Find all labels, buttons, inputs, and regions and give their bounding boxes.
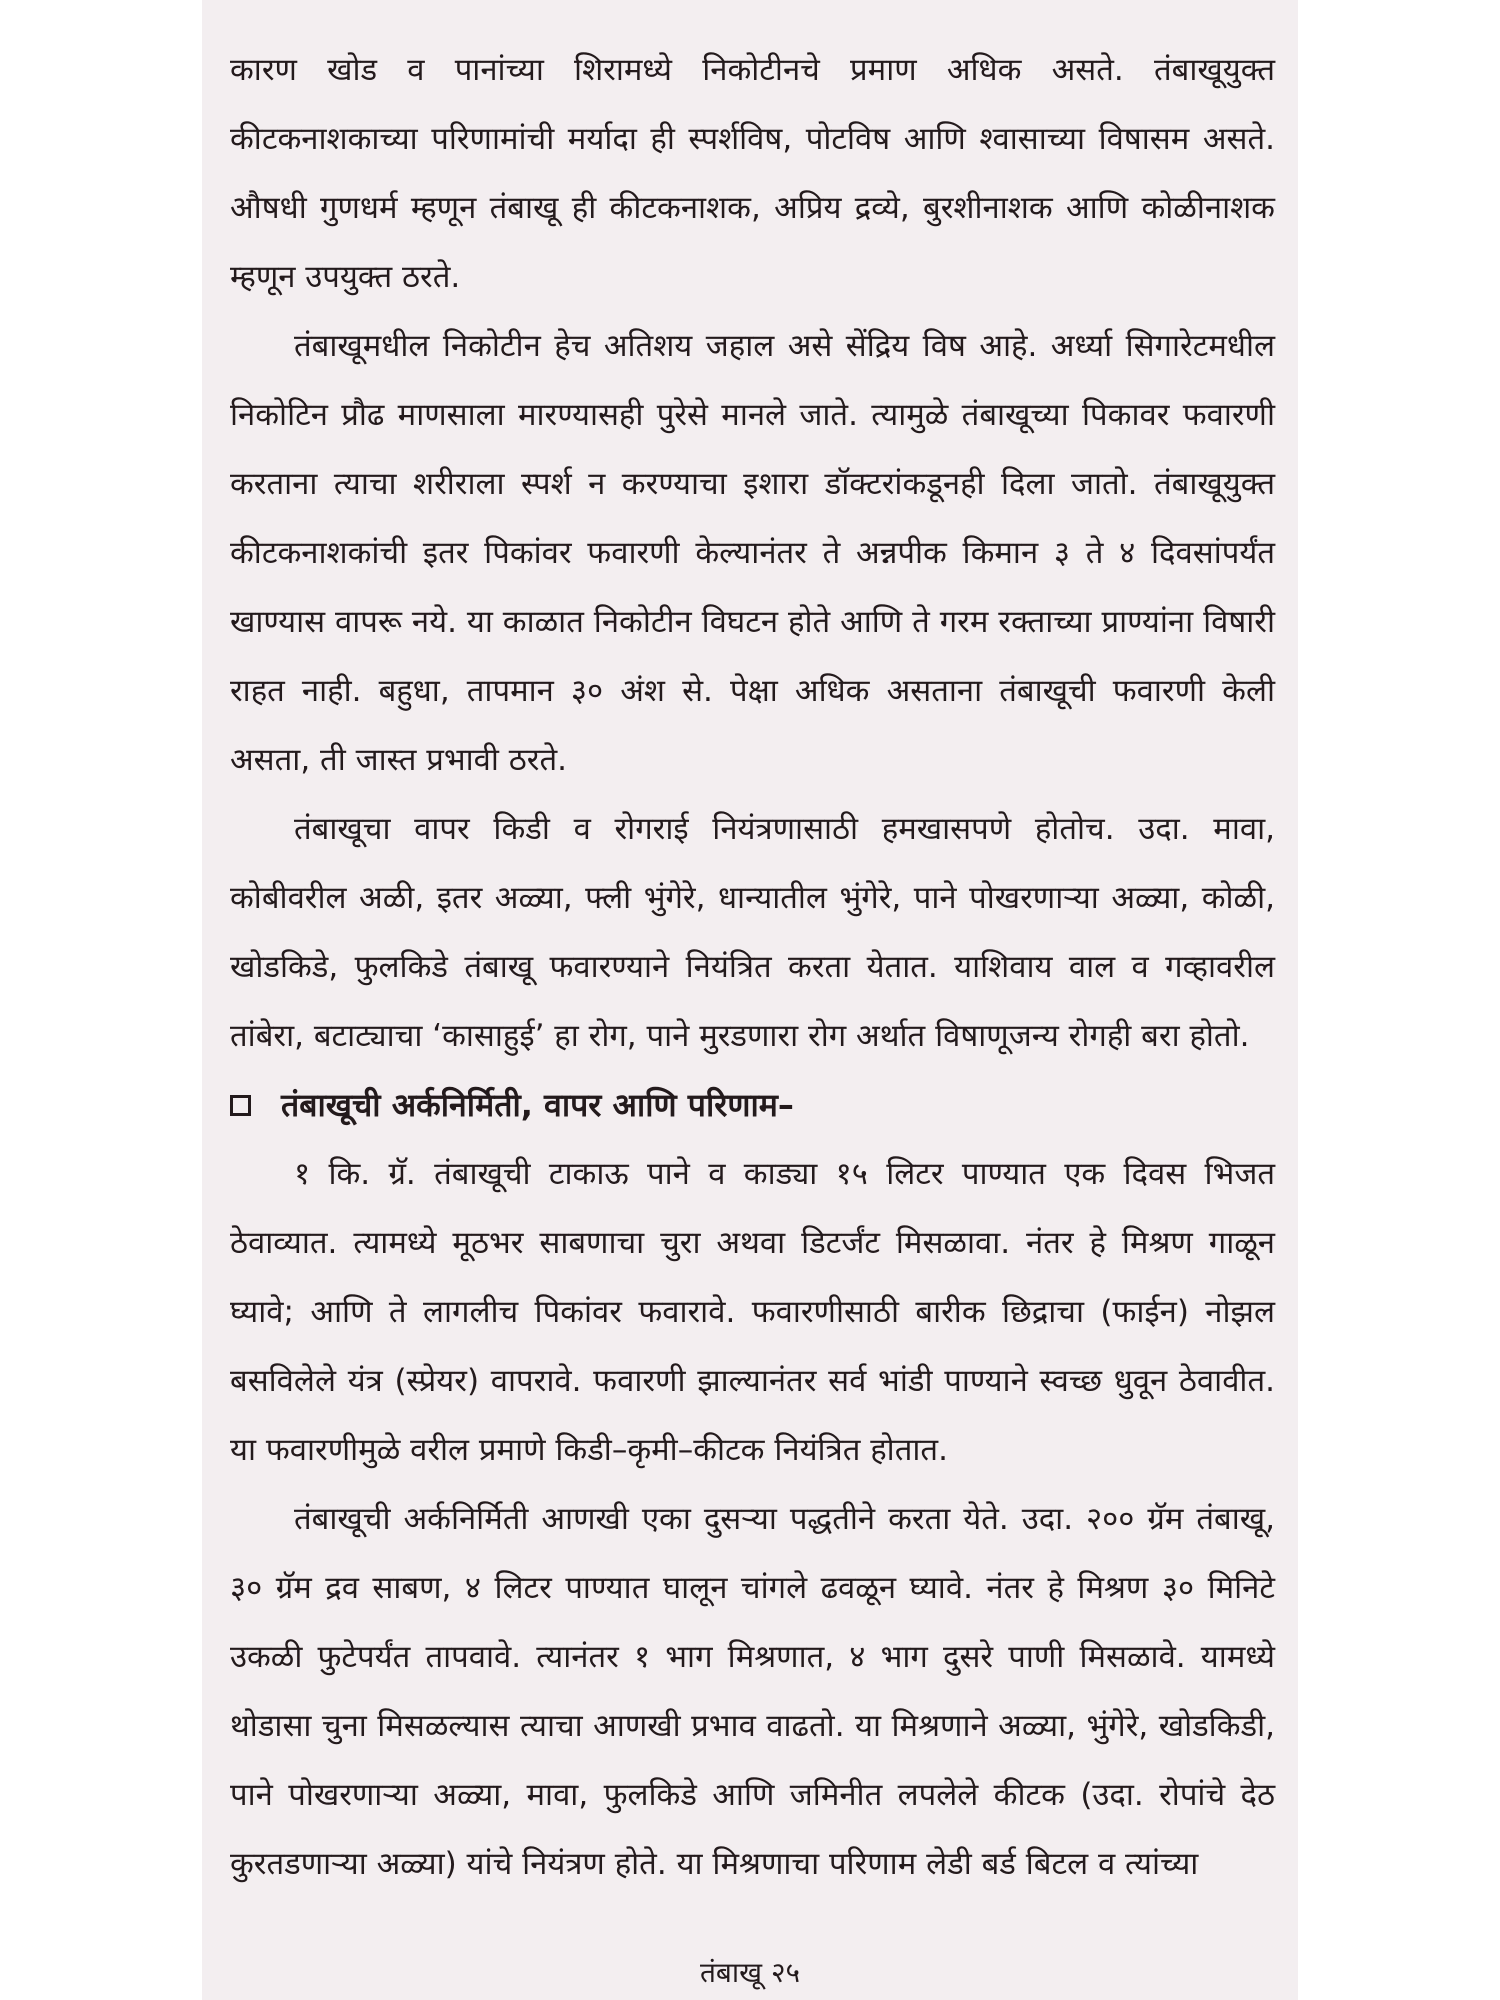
page-footer: तंबाखू २५ [699,1956,801,1989]
paragraph-extract-method-1: १ कि. ग्रॅ. तंबाखूची टाकाऊ पाने व काड्या १५ लिटर पाण्यात एक दिवस भिजत ठेवाव्यात. त्यामध्ये मूठभर साबणाचा चुरा अथवा डिटर्जंट मिसळावा. नंतर हे मिश्रण गाळून घ्यावे; आणि ते लागलीच पिकांवर फवारावे. फवारणीसाठी बारीक छिद्राचा (फाईन) नोझल बसविलेले यंत्र (स्प्रेयर) वापरावे. फवारणी झाल्यानंतर सर्व भांडी पाण्याने स्वच्छ धुवून ठेवावीत. या फवारणीमुळे वरील प्रमाणे किडी–कृमी–कीटक नियंत्रित होतात. [230,1156,1275,1468]
paragraph-continuation: कारण खोड व पानांच्या शिरामध्ये निकोटीनचे प्रमाण अधिक असते. तंबाखूयुक्त कीटकनाशकाच्या परिणामांची मर्यादा ही स्पर्शविष, पोटविष आणि श्वासाच्या विषासम असते. औषधी गुणधर्म म्हणून तंबाखू ही कीटकनाशक, अप्रिय द्रव्ये, बुरशीनाशक आणि कोळीनाशक म्हणून उपयुक्त ठरते. [230,52,1275,295]
section-heading [230,1071,1275,1140]
paragraph-nicotine-poison: तंबाखूमधील निकोटीन हेच अतिशय जहाल असे सेंद्रिय विष आहे. अर्ध्या सिगारेटमधील निकोटिन प्रौढ माणसाला मारण्यासही पुरेसे मानले जाते. त्यामुळे तंबाखूच्या पिकावर फवारणी करताना त्याचा शरीराला स्पर्श न करण्याचा इशारा डॉक्टरांकडूनही दिला जातो. तंबाखूयुक्त कीटकनाशकांची इतर पिकांवर फवारणी केल्यानंतर ते अन्नपीक किमान ३ ते ४ दिवसांपर्यंत खाण्यास वापरू नये. या काळात निकोटीन विघटन होते आणि ते गरम रक्ताच्या प्राण्यांना विषारी राहत नाही. बहुधा, तापमान ३० अंश से. पेक्षा अधिक असताना तंबाखूची फवारणी केली असता, ती जास्त प्रभावी ठरते. [230,328,1275,778]
paragraph-pest-control-uses: तंबाखूचा वापर किडी व रोगराई नियंत्रणासाठी हमखासपणे होतोच. उदा. मावा, कोबीवरील अळी, इतर अळ्या, फ्ली भुंगेरे, धान्यातील भुंगेरे, पाने पोखरणाऱ्या अळ्या, कोळी, खोडकिडे, फुलकिडे तंबाखू फवारण्याने नियंत्रित करता येतात. याशिवाय वाल व गव्हावरील तांबेरा, बटाट्याचा ‘कासाहुई’ हा रोग, पाने मुरडणारा रोग अर्थात विषाणूजन्य रोगही बरा होतो. [230,811,1276,1054]
square-bullet-icon [230,1095,251,1116]
paragraph-extract-method-2: तंबाखूची अर्कनिर्मिती आणखी एका दुसऱ्या पद्धतीने करता येते. उदा. २०० ग्रॅम तंबाखू, ३० ग्रॅम द्रव साबण, ४ लिटर पाण्यात घालून चांगले ढवळून घ्यावे. नंतर हे मिश्रण ३० मिनिटे उकळी फुटेपर्यंत तापवावे. त्यानंतर १ भाग मिश्रणात, ४ भाग दुसरे पाणी मिसळावे. यामध्ये थोडासा चुना मिसळल्यास त्याचा आणखी प्रभाव वाढतो. या मिश्रणाने अळ्या, भुंगेरे, खोडकिडी, पाने पोखरणाऱ्या अळ्या, मावा, फुलकिडे आणि जमिनीत लपलेले कीटक (उदा. रोपांचे देठ कुरतडणाऱ्या अळ्या) यांचे नियंत्रण होते. या मिश्रणाचा परिणाम लेडी बर्ड बिटल व त्यांच्या [230,1501,1275,1882]
section-heading-text: तंबाखूची अर्कनिर्मिती, वापर आणि परिणाम– [281,1086,794,1124]
page-body [230,36,1275,1899]
book-page [202,0,1298,2000]
